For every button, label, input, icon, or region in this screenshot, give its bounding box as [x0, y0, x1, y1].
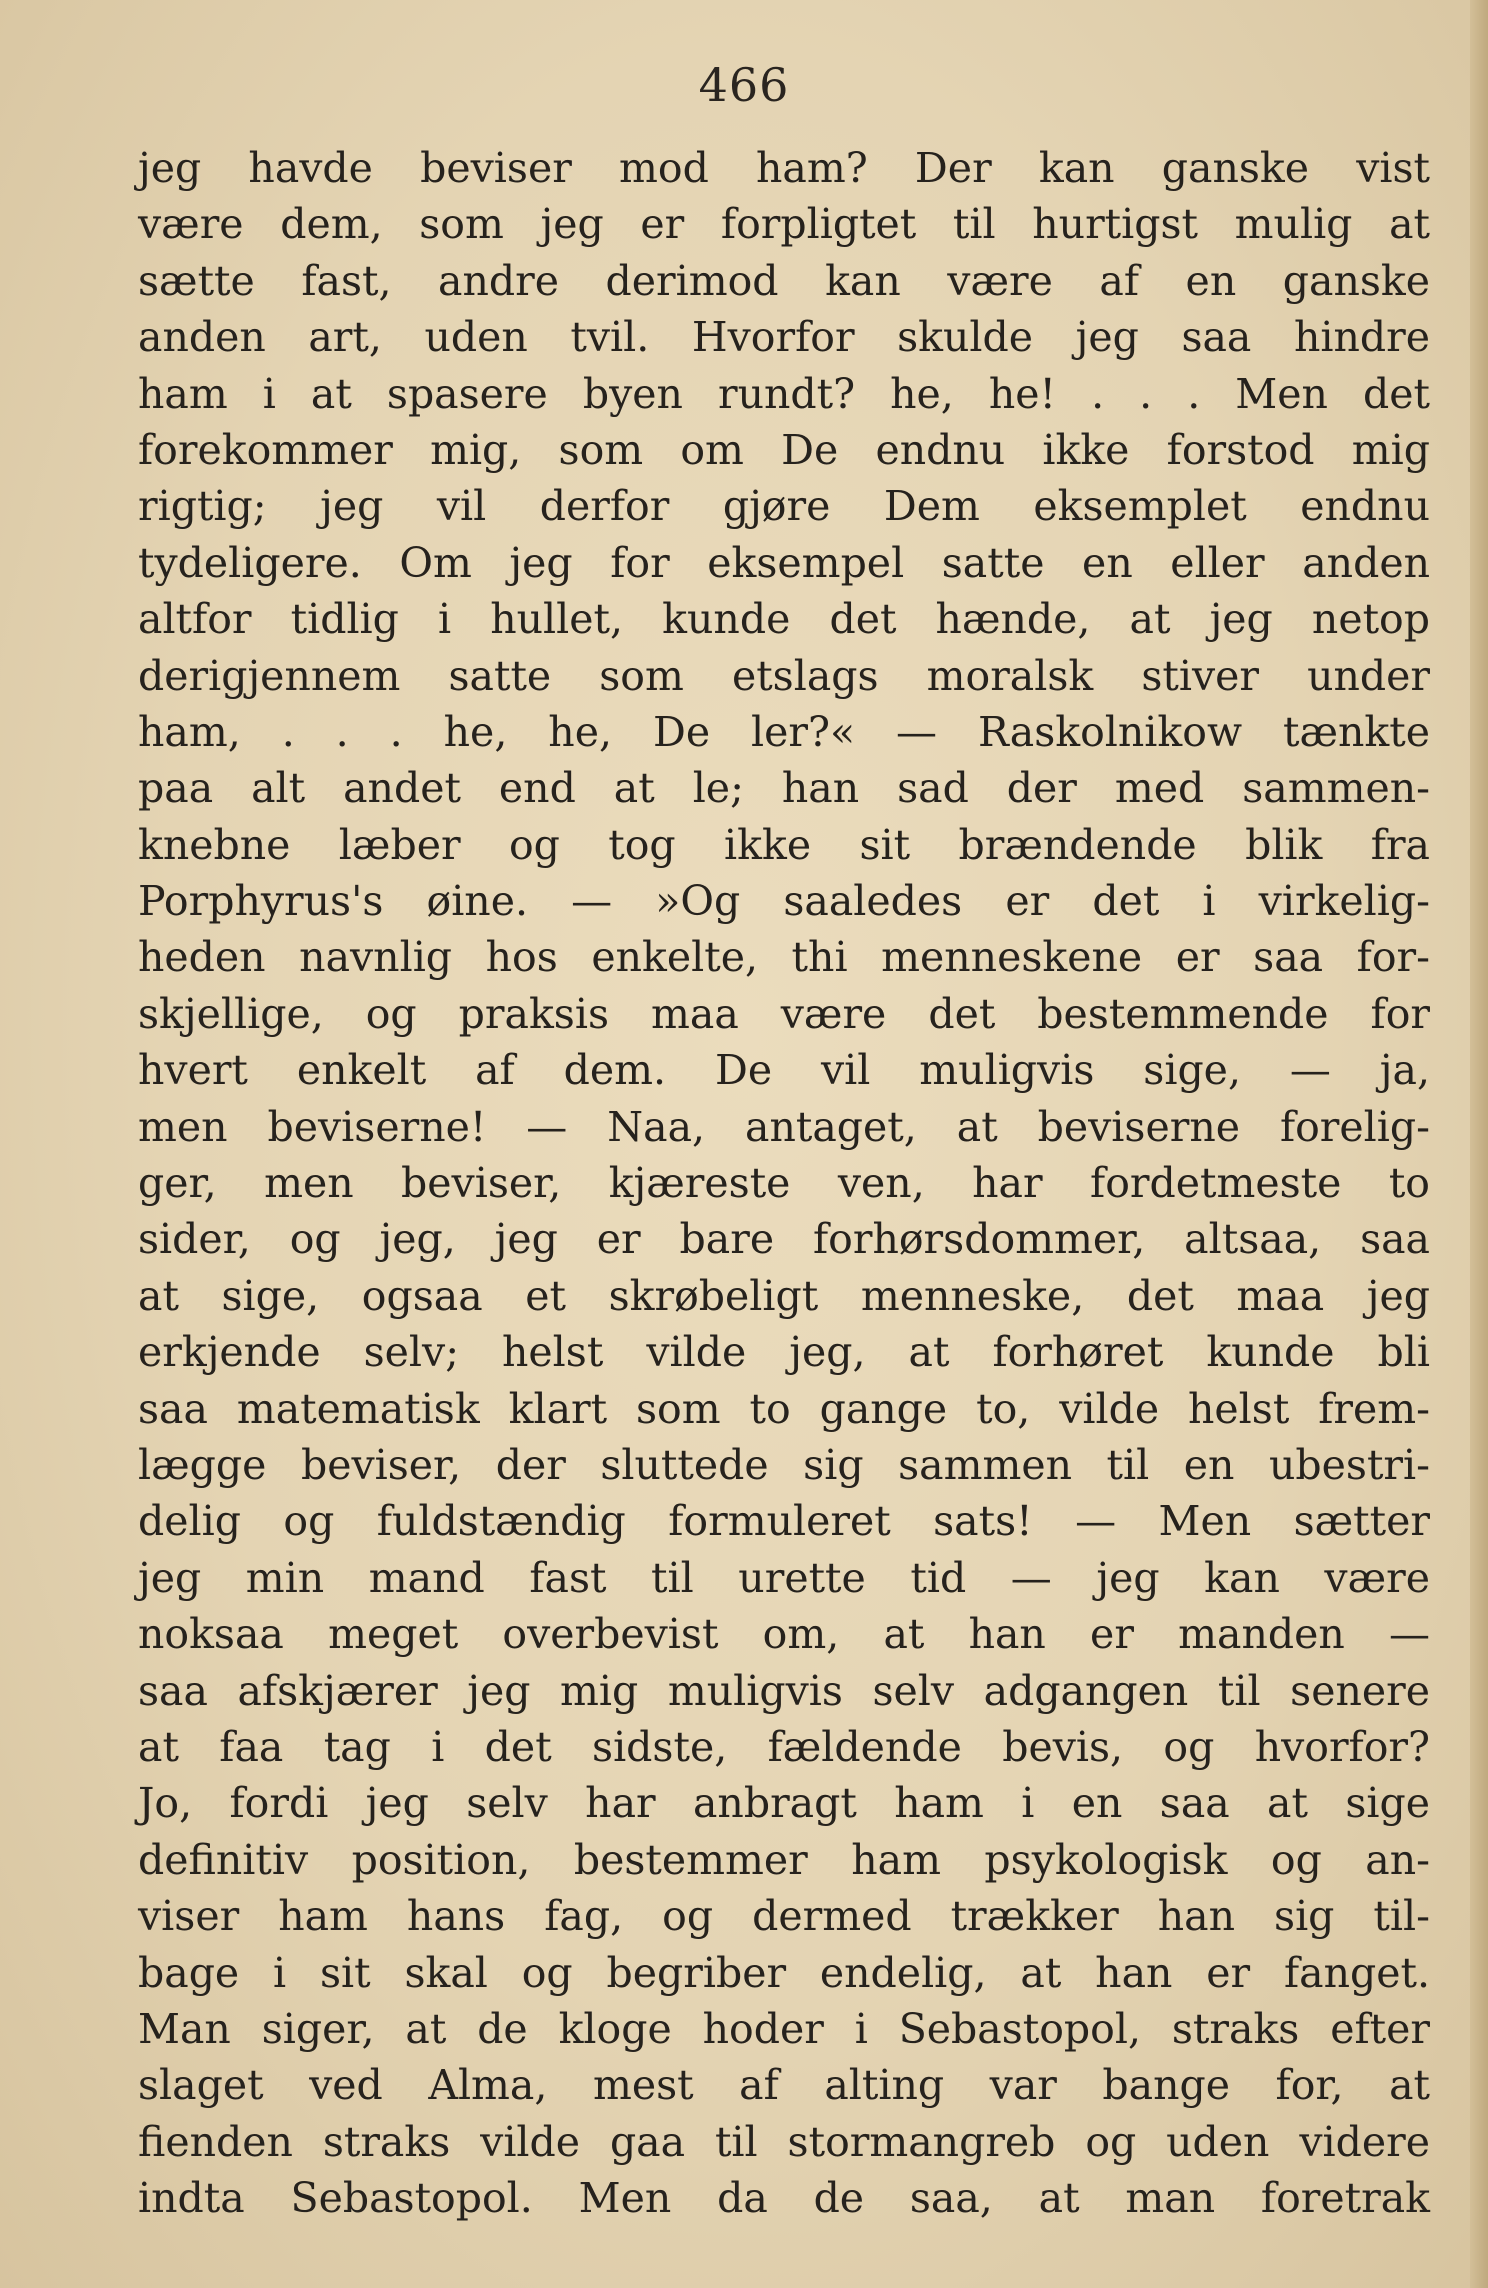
text-line: rigtig; jeg vil derfor gjøre Dem eksemplet endnu: [138, 482, 1430, 531]
text-line: indta Sebastopol. Men da de saa, at man foretrak: [138, 2174, 1430, 2223]
text-line: ham, . . . he, he, De ler?« — Raskolnikow tænkte: [138, 707, 1430, 756]
text-line: sider, og jeg, jeg er bare forhørsdommer, altsaa, saa: [138, 1215, 1430, 1264]
text-line: viser ham hans fag, og dermed trækker han sig til-: [138, 1892, 1430, 1941]
text-line: bage i sit skal og begriber endelig, at han er fanget.: [138, 1948, 1430, 1997]
text-line: tydeligere. Om jeg for eksempel satte en eller anden: [138, 538, 1430, 587]
text-line: Man siger, at de kloge hoder i Sebastopol, straks efter: [138, 2004, 1430, 2053]
text-line: delig og fuldstændig formuleret sats! — Men sætter: [138, 1497, 1430, 1546]
page-number: 466: [698, 58, 790, 112]
text-line: forekommer mig, som om De endnu ikke forstod mig: [138, 425, 1430, 474]
text-line: Porphyrus's øine. — »Og saaledes er det i virkelig-: [138, 877, 1430, 926]
text-line: jeg havde beviser mod ham? Der kan ganske vist: [138, 144, 1430, 192]
page-edge: [1470, 0, 1488, 2288]
text-line: saa matematisk klart som to gange to, vilde helst frem-: [138, 1384, 1430, 1433]
text-line: anden art, uden tvil. Hvorfor skulde jeg saa hindre: [138, 313, 1430, 362]
text-line: Jo, fordi jeg selv har anbragt ham i en saa at sige: [138, 1779, 1430, 1828]
text-line: skjellige, og praksis maa være det bestemmende for: [138, 989, 1430, 1038]
text-line: lægge beviser, der sluttede sig sammen til en ubestri-: [138, 1440, 1430, 1489]
text-line: saa afskjærer jeg mig muligvis selv adgangen til senere: [138, 1666, 1430, 1715]
text-line: sætte fast, andre derimod kan være af en ganske: [138, 256, 1430, 305]
text-line: være dem, som jeg er forpligtet til hurtigst mulig at: [138, 200, 1430, 249]
text-line: noksaa meget overbevist om, at han er manden —: [138, 1610, 1430, 1659]
text-line: altfor tidlig i hullet, kunde det hænde, at jeg netop: [138, 595, 1430, 644]
text-line: fienden straks vilde gaa til stormangreb og uden videre: [138, 2117, 1430, 2166]
text-line: heden navnlig hos enkelte, thi menneskene er saa for-: [138, 933, 1430, 982]
text-line: men beviserne! — Naa, antaget, at beviserne forelig-: [138, 1102, 1430, 1151]
text-line: at sige, ogsaa et skrøbeligt menneske, det maa jeg: [138, 1271, 1430, 1320]
text-line: paa alt andet end at le; han sad der med sammen-: [138, 764, 1430, 813]
text-line: ger, men beviser, kjæreste ven, har fordetmeste to: [138, 1159, 1430, 1208]
text-line: derigjennem satte som etslags moralsk stiver under: [138, 651, 1430, 700]
text-line: knebne læber og tog ikke sit brændende blik fra: [138, 820, 1430, 869]
text-line: jeg min mand fast til urette tid — jeg kan være: [138, 1553, 1430, 1602]
text-line: erkjende selv; helst vilde jeg, at forhøret kunde bli: [138, 1328, 1430, 1377]
text-line: definitiv position, bestemmer ham psykologisk og an-: [138, 1835, 1430, 1884]
text-line: hvert enkelt af dem. De vil muligvis sige, — ja,: [138, 1046, 1430, 1095]
text-line: at faa tag i det sidste, fældende bevis, og hvorfor?: [138, 1722, 1430, 1771]
body-text: [138, 140, 1430, 2226]
text-line: ham i at spasere byen rundt? he, he! . . . Men det: [138, 369, 1430, 418]
text-line: slaget ved Alma, mest af alting var bange for, at: [138, 2061, 1430, 2110]
